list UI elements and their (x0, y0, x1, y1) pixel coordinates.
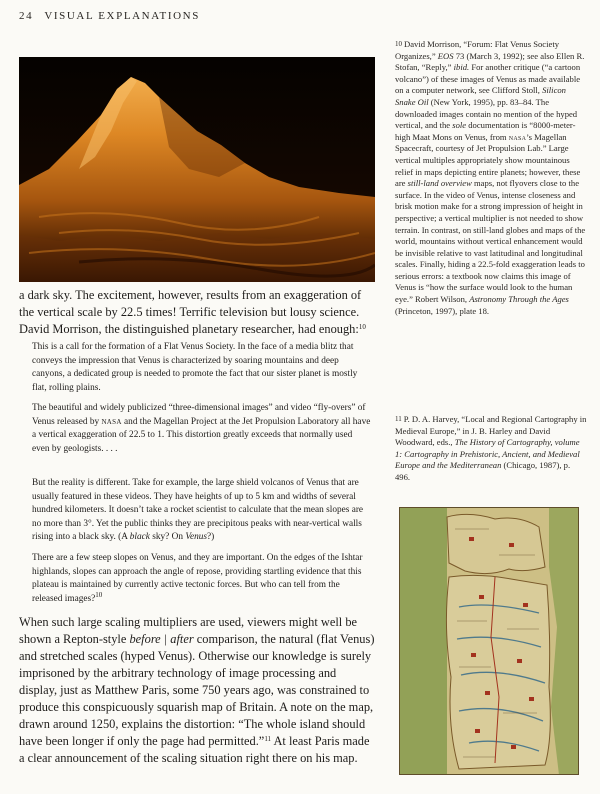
block-quote-1: This is a call for the formation of a Flat Venus Society. In the face of a media blitz that conveys the impression that Venus is characterized by soaring mountains and deep canyons, a dedicated group is needed to promote the fact that our sister planet is mostly flat, rolling plains. (32, 342, 358, 393)
running-header (19, 10, 200, 22)
note-ref-10b: 10 (95, 590, 103, 599)
page-number: 24 (19, 10, 34, 22)
venus-image (19, 57, 375, 282)
body-paragraph-2: When such large scaling multipliers are used, viewers might well be shown a Repton-style before | after comparison, the natural (flat Venus) and stretched scales (hyped Venus). Otherwise our knowledge is surely imprisoned by the arbitrary technology of image processing and display, just as Matthew Paris, some 750 years ago, was constrained to produce this conspicuously squarish map of Britain. A note on the map, drawn around 1250, explains the distortion: “The whole island should have been longer if only the page had permitted.”$^{11}$ At least Paris made a clear announcement of the scaling situation right there on his map. (19, 615, 375, 765)
map-sea-left (399, 507, 447, 775)
block-quote-4: There are a few steep slopes on Venus, and they are important. On the edges of the Ishtar highlands, slopes can approach the angle of repose, providing startling evidence that this plateau is maintained by currently active tectonic forces. But who can tell from the released images?$^{10}$ (32, 553, 363, 604)
scotland-landmass (447, 514, 545, 573)
block-quote-2: The beautiful and widely publicized “three-dimensional images” and video “fly-overs” of Venus released by nasa and the Magellan Project at the Jet Propulsion Laboratory all have a vertical exaggeration of 22.5 to 1. This distortion greatly exceeds that normally used even by geologists. . . . (32, 403, 371, 454)
note-ref-10: 10 (358, 323, 366, 331)
block-quote-3: But the reality is different. Take for example, the large shield volcanos of Venus that are usually featured in these videos. They have heights of up to 5 km and widths of several hundred kilometers. It doesn’t take a rocket scientist to calculate that the mean slopes are no more than 3°. Yet the public thinks they are precipitous peaks with near-vertical walls rising into a black sky. (A black sky? On Venus?) (32, 478, 364, 543)
england-landmass (446, 575, 550, 769)
note-ref-11: 11 (264, 735, 272, 743)
body-paragraph-1: a dark sky. The excitement, however, results from an exaggeration of the vertical scale by 22.5 times! Terrific television but lousy science. David Morrison, the distinguished planetary researcher, had enough:$^{10}$ (19, 288, 366, 336)
footnote-10: 10 David Morrison, “Forum: Flat Venus Society Organizes,” EOS 73 (March 3, 1992); see also Ellen R. Stofan, “Reply,” ibid. For another critique (“a cartoon volcano”) of these images of Venus as made available on a computer network, see Clifford Stoll, Silicon Snake Oil (New York, 1995), pp. 83–84. The downloaded images contain no mention of the hyped vertical, and the sole documentation is “8000-meter-high Maat Mons on Venus, from nasa’s Magellan Spacecraft, courtesy of Jet Propulsion Lab.” Large vertical multiples appropriately show mountainous relief in maps depicting entire planets; however, these are still-land overview maps, not flyovers close to the surface. In the video of Venus, intense closeness and brisk motion make for a strong impression of height in perspective; a vertical multiplier is not needed to show terrain. In contrast, on still-land globes and maps of the world, mountains without vertical enhancement would be invisible relative to vast latitudinal and longitudinal scales. Finally, hiding a 22.5-fold exaggeration leads to serious errors: a textbook now claims this image of Venus is “how the surface would look to the human eye.” Robert Wilson, Astronomy Through the Ages (Princeton, 1997), plate 18. (395, 39, 586, 316)
running-title: VISUAL EXPLANATIONS (44, 10, 200, 22)
matthew-paris-map-image (399, 507, 579, 775)
footnote-11: 11 P. D. A. Harvey, “Local and Regional Cartography in Medieval Europe,” in J. B. Harley and David Woodward, eds., The History of Cartography, volume 1: Cartography in Prehistoric, Ancient, and Medieval Europe and the Mediterranean (Chicago, 1987), p. 496. (395, 414, 587, 482)
